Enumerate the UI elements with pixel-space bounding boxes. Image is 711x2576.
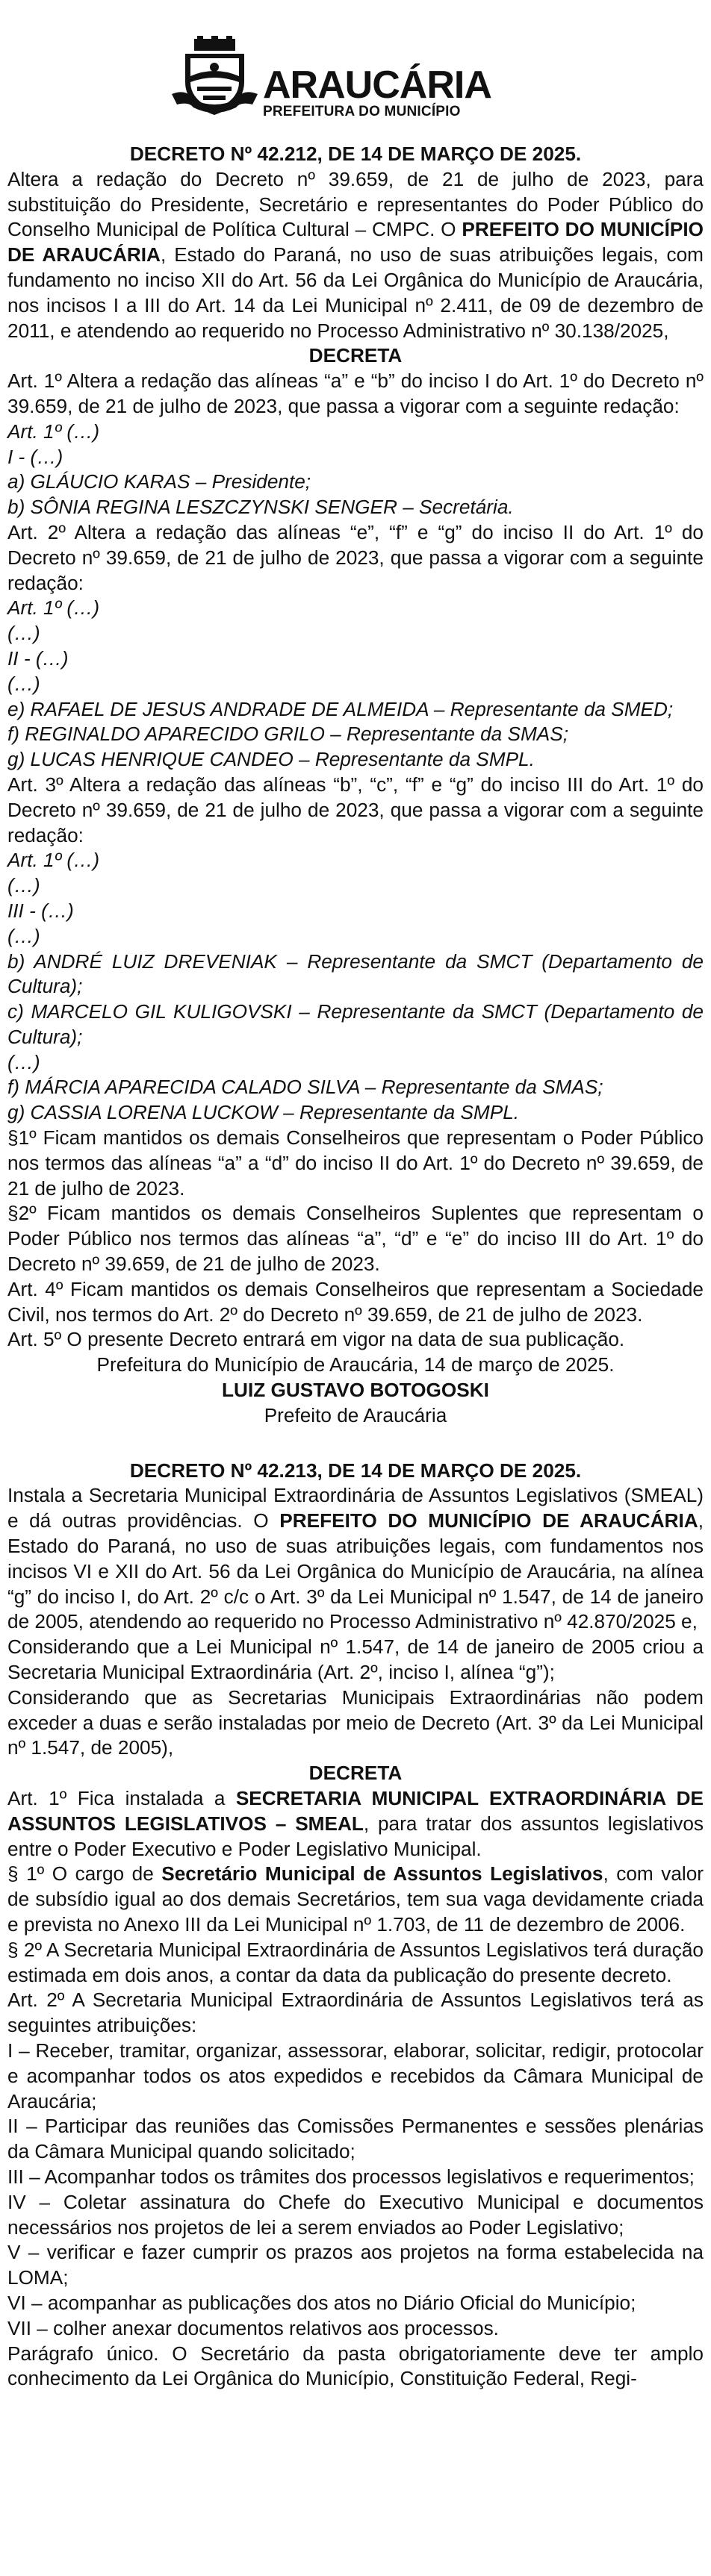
decree-line: III – Acompanhar todos os trâmites dos processos legislativos e requerimentos; [7,2165,695,2188]
decree-decreta: DECRETA [308,344,403,367]
decree-line: Parágrafo único. O Secretário da pasta obrigatoriamente deve ter amplo conhecimento da Lei Orgânica do Município, Constituição Federal, Regi- [7,2342,704,2390]
decree-line: Art. 1º (…) [7,596,100,620]
decree-line: §2º Ficam mantidos os demais Conselheiros Suplentes que representam o Poder Público nos termos das alíneas “a”, “d” e “e” do inciso III do Art. 1º do Decreto nº 39.659, de 21 de julho de 2023. [7,1202,704,1276]
decree-line: I - (…) [7,445,63,468]
decree-line: Art. 1º (…) [7,420,100,443]
header [172,36,575,125]
signer-name: LUIZ GUSTAVO BOTOGOSKI [222,1379,489,1402]
decree-line: b) ANDRÉ LUIZ DREVENIAK – Representante da SMCT (Departamento de Cultura); [7,949,704,998]
brand [263,63,491,119]
decree-line: III - (…) [7,899,74,922]
decree-line: c) MARCELO GIL KULIGOVSKI – Representante da SMCT (Departamento de Cultura); [7,1000,704,1048]
signer-role: Prefeito de Araucária [264,1403,447,1426]
brand-name: ARAUCÁRIA [263,63,491,107]
considerando: Considerando que a Lei Municipal nº 1.547, de 14 de janeiro de 2005 criou a Secretaria Municipal Extraordinária (Art. 2º, inciso I, alínea “g”); [7,1635,704,1684]
decree-line: Art. 4º Ficam mantidos os demais Conselheiros que representam a Sociedade Civil, nos termos do Art. 2º do Decreto nº 39.659, de 21 de julho de 2023. [7,1277,704,1326]
decree-articles [7,1938,704,2392]
decree-line: (…) [7,1050,40,1073]
decree-line: II – Participar das reuniões das Comissões Permanentes e sessões plenárias da Câmara Municipal quando solicitado; [7,2115,704,2163]
decree-decreta: DECRETA [308,1762,403,1785]
decree-line: V – verificar e fazer cumprir os prazos aos projetos na forma estabelecida na LOMA; [7,2241,704,2289]
decree-line: I – Receber, tramitar, organizar, assessorar, elaborar, solicitar, redigir, protocolar e acompanhar todos os atos expedidos e recebidos da Câmara Municipal de Araucária; [7,2039,704,2112]
decree-line: Art. 2º Altera a redação das alíneas “e”, “f” e “g” do inciso II do Art. 1º do Decreto nº 39.659, de 21 de julho de 2023, que passa a vigorar com a seguinte redação: [7,520,704,594]
decree-line: g) CASSIA LORENA LUCKOW – Representante da SMPL. [7,1101,520,1124]
decree-line: II - (…) [7,646,69,670]
decree-line: f) MÁRCIA APARECIDA CALADO SILVA – Representante da SMAS; [7,1076,603,1099]
decree-articles [7,369,704,1353]
decree-line: g) LUCAS HENRIQUE CANDEO – Representante da SMPL. [7,748,535,771]
divider-space [7,1429,704,1459]
decree-line: Art. 2º A Secretaria Municipal Extraordinária de Assuntos Legislativos terá as seguintes atribuições: [7,1989,704,2037]
decree-ementa: Altera a redação do Decreto nº 39.659, de 21 de julho de 2023, para substituição do Presidente, Secretário e representantes do Poder Público do Conselho Municipal de Política Cultural – CMPC. O PREFEITO DO MUNICÍPIO DE ARAUCÁRIA, Estado do Paraná, no uso de suas atribuições legais, com fundamento no inciso XII do Art. 56 da Lei Orgânica do Município de Araucária, nos incisos I a III do Art. 14 da Lei Municipal nº 2.411, de 09 de dezembro de 2011, e atendendo ao requerido no Processo Administrativo nº 30.138/2025, [7,167,704,342]
decree-line: e) RAFAEL DE JESUS ANDRADE DE ALMEIDA – Representante da SMED; [7,697,674,720]
decree-line: IV – Coletar assinatura do Chefe do Executivo Municipal e documentos necessários nos projetos de lei a serem enviados ao Poder Legislativo; [7,2190,704,2239]
decree-ementa: Instala a Secretaria Municipal Extraordinária de Assuntos Legislativos (SMEAL) e dá outras providências. O PREFEITO DO MUNICÍPIO DE ARAUCÁRIA, Estado do Paraná, no uso de suas atribuições legais, com fundamentos nos incisos VI e XII do Art. 56 da Lei Orgânica do Município de Araucária, na alínea “g” do inciso I, do Art. 2º c/c o Art. 3º da Lei Municipal nº 1.547, de 14 de janeiro de 2005, atendendo ao requerido no Processo Administrativo nº 42.870/2025 e, [7,1484,704,1633]
decree-line: VI – acompanhar as publicações dos atos no Diário Oficial do Município; [7,2291,636,2314]
decree-line: Art. 3º Altera a redação das alíneas “b”, “c”, “f” e “g” do inciso III do Art. 1º do Decreto nº 39.659, de 21 de julho de 2023, que passa a vigorar com a seguinte redação: [7,773,704,846]
decree-line: a) GLÁUCIO KARAS – Presidente; [7,470,311,493]
decree-line: VII – colher anexar documentos relativos aos processos. [7,2316,499,2339]
decree-line: § 2º A Secretaria Municipal Extraordinária de Assuntos Legislativos terá duração estimada em dois anos, a contar da data da publicação do presente decreto. [7,1938,704,1986]
decree-line: (…) [7,924,40,947]
decree-line: (…) [7,874,40,897]
place-date: Prefeitura do Município de Araucária, 14 de março de 2025. [96,1353,615,1376]
decree-line: Art. 1º Altera a redação das alíneas “a” e “b” do inciso I do Art. 1º do Decreto nº 39.659, de 21 de julho de 2023, que passa a vigorar com a seguinte redação: [7,369,704,417]
document-body [7,142,704,2392]
decree-line: §1º Ficam mantidos os demais Conselheiros que representam o Poder Público nos termos das alíneas “a” a “d” do inciso II do Art. 1º do Decreto nº 39.659, de 21 de julho de 2023. [7,1126,704,1200]
decree-line: f) REGINALDO APARECIDO GRILO – Representante da SMAS; [7,723,568,746]
paragraph-1: § 1º O cargo de Secretário Municipal de Assuntos Legislativos, com valor de subsídio igual ao dos demais Secretários, tem sua vaga devidamente criada e prevista no Anexo III da Lei Municipal nº 1.703, de 11 de dezembro de 2006. [7,1862,704,1936]
decree-title: DECRETO Nº 42.213, DE 14 DE MARÇO DE 2025. [129,1459,582,1482]
decree-line: (…) [7,672,40,695]
decree-line: b) SÔNIA REGINA LESZCZYNSKI SENGER – Secretária. [7,496,514,519]
decree-line: Art. 1º (…) [7,849,100,872]
decree-title: DECRETO Nº 42.212, DE 14 DE MARÇO DE 2025. [129,143,582,165]
decree-line: Art. 5º O presente Decreto entrará em vigor na data de sua publicação. [7,1328,625,1351]
coat-of-arms-icon [172,36,258,118]
considerando: Considerando que as Secretarias Municipais Extraordinárias não podem exceder a duas e serão instaladas por meio de Decreto (Art. 3º da Lei Municipal nº 1.547, de 2005), [7,1685,704,1759]
decree-line: (…) [7,622,40,645]
brand-subtitle: PREFEITURA DO MUNICÍPIO [263,104,461,119]
article-1: Art. 1º Fica instalada a SECRETARIA MUNICIPAL EXTRAORDINÁRIA DE ASSUNTOS LEGISLATIVOS – SMEAL, para tratar dos assuntos legislativos entre o Poder Executivo e Poder Legislativo Municipal. [7,1787,704,1860]
